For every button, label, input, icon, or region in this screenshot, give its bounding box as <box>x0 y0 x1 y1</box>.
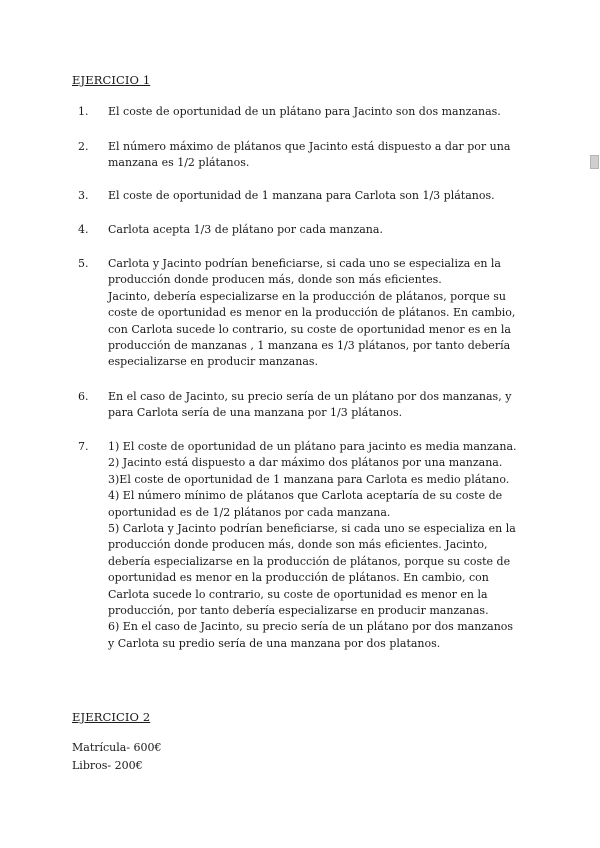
item-paragraph: 1) El coste de oportunidad de un plátano para jacinto es media manzana. <box>108 440 517 453</box>
item-paragraph: El número máximo de plátanos que Jacinto está dispuesto a dar por una manzana es 1/2 plátanos. <box>108 140 511 170</box>
item-body <box>108 104 518 120</box>
item-paragraph: El coste de oportunidad de un plátano para Jacinto son dos manzanas. <box>108 105 501 118</box>
item-paragraph: 4) El número mínimo de plátanos que Carlota aceptaría de su coste de oportunidad es de 1/2 plátanos por cada manzana. <box>108 489 503 519</box>
exercise-1-item-2 <box>78 139 518 172</box>
item-body <box>108 256 518 371</box>
exercise-2-line-tuition: Matrícula- 600€ <box>72 741 162 754</box>
item-paragraph: 2) Jacinto está dispuesto a dar máximo dos plátanos por una manzana. <box>108 456 503 470</box>
page-scroll-marker[interactable] <box>590 155 599 169</box>
item-paragraph: Jacinto, debería especializarse en la producción de plátanos, porque su coste de oportunidad es menor en la producción de plátanos. En cambio, con Carlota sucede lo contrario, su coste de oportunidad menor es en la producción de manzanas , 1 manzana es 1/3 plátanos, por tanto debería especializarse en producir manzanas. <box>108 289 516 369</box>
item-body <box>108 389 518 422</box>
exercise-1-item-1 <box>78 104 518 120</box>
exercise-1-item-4 <box>78 222 518 238</box>
item-number: 2. <box>78 140 89 153</box>
item-body <box>108 188 518 204</box>
exercise-1-item-6 <box>78 389 518 422</box>
item-number: 1. <box>78 105 89 118</box>
exercise-1-item-7 <box>78 439 518 652</box>
item-number: 7. <box>78 440 89 453</box>
item-number: 4. <box>78 223 89 236</box>
exercise-1-title: EJERCICIO 1 <box>72 73 151 87</box>
exercise-1-item-3 <box>78 188 518 204</box>
item-paragraph: Carlota y Jacinto podrían beneficiarse, si cada uno se especializa en la producción donde producen más, donde son más eficientes. <box>108 257 501 287</box>
item-paragraph: Carlota acepta 1/3 de plátano por cada manzana. <box>108 223 383 236</box>
item-number: 3. <box>78 189 89 202</box>
item-body <box>108 222 518 238</box>
item-body <box>108 139 518 172</box>
item-number: 6. <box>78 390 89 403</box>
item-paragraph: 3)El coste de oportunidad de 1 manzana para Carlota es medio plátano. <box>108 472 510 486</box>
item-paragraph: 5) Carlota y Jacinto podrían beneficiarse, si cada uno se especializa en la producción donde producen más, donde son más eficientes. Jacinto, debería especializarse en la producción de plátanos, porque su coste de oportunidad es menor en la producción de plátanos. En cambio, con Carlota sucede lo contrario, su coste de oportunidad es menor en la producción, por tanto debería especializarse en producir manzanas. <box>108 522 516 618</box>
item-paragraph: 6) En el caso de Jacinto, su precio sería de un plátano por dos manzanos y Carlota su predio sería de una manzana por dos platanos. <box>108 620 514 650</box>
item-paragraph: El coste de oportunidad de 1 manzana para Carlota son 1/3 plátanos. <box>108 189 495 202</box>
item-number: 5. <box>78 257 89 270</box>
exercise-2-line-books: Libros- 200€ <box>72 759 143 772</box>
exercise-2-title: EJERCICIO 2 <box>72 710 151 724</box>
exercise-1-item-5 <box>78 256 518 371</box>
item-body <box>108 439 518 652</box>
item-paragraph: En el caso de Jacinto, su precio sería de un plátano por dos manzanas, y para Carlota sería de una manzana por 1/3 plátanos. <box>108 390 512 420</box>
